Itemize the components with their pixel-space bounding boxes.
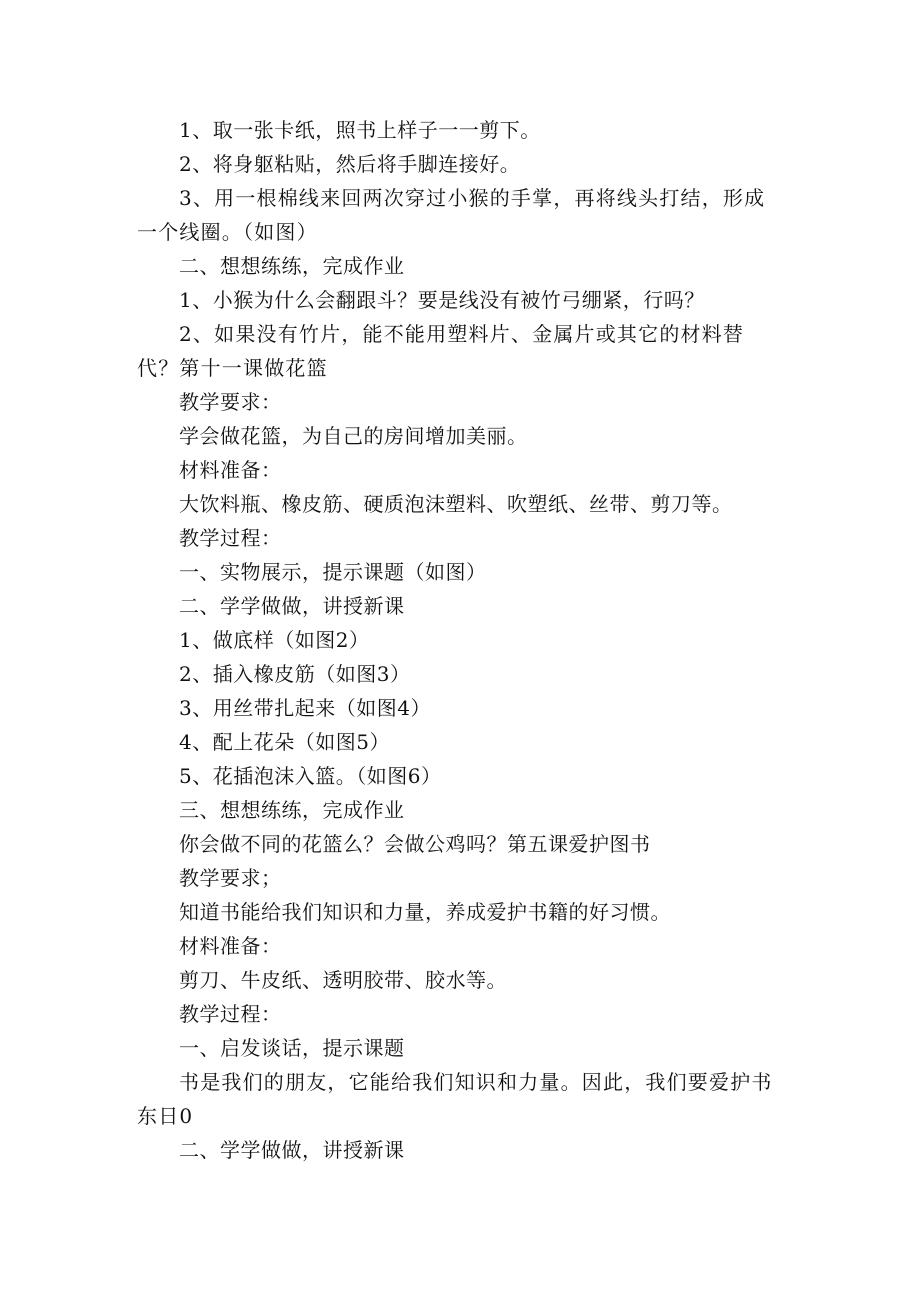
list-item: 4、配上花朵（如图5）	[179, 730, 390, 754]
section-label: 教学要求：	[179, 390, 282, 414]
paragraph: 书是我们的朋友，它能给我们知识和力量。因此，我们要爱护书东日0	[137, 1070, 773, 1128]
section-label: 材料准备：	[179, 458, 282, 482]
paragraph: 1、小猴为什么会翻跟斗？要是线没有被竹弓绷紧，行吗？	[179, 288, 705, 312]
section-label: 教学过程：	[179, 526, 282, 550]
list-item: 2、插入橡皮筋（如图3）	[179, 662, 411, 686]
paragraph: 1、取一张卡纸，照书上样子一一剪下。	[179, 118, 541, 142]
paragraph: 剪刀、牛皮纸、透明胶带、胶水等。	[179, 968, 507, 992]
paragraph: 知道书能给我们知识和力量，养成爱护书籍的好习惯。	[179, 900, 671, 924]
paragraph: 大饮料瓶、橡皮筋、硬质泡沫塑料、吹塑纸、丝带、剪刀等。	[179, 492, 733, 516]
list-item: 3、用丝带扎起来（如图4）	[179, 696, 431, 720]
section-heading: 三、想想练练，完成作业	[179, 798, 405, 822]
section-heading: 一、启发谈话，提示课题	[179, 1036, 405, 1060]
paragraph: 2、如果没有竹片，能不能用塑料片、金属片或其它的材料替代？第十一课做花篮	[137, 322, 745, 380]
section-label: 材料准备：	[179, 934, 282, 958]
section-label: 教学过程：	[179, 1002, 282, 1026]
section-label: 教学要求；	[179, 866, 282, 890]
section-heading: 一、实物展示，提示课题（如图）	[179, 560, 487, 584]
section-heading: 二、想想练练，完成作业	[179, 254, 405, 278]
section-heading: 二、学学做做，讲授新课	[179, 1138, 405, 1162]
list-item: 1、做底样（如图2）	[179, 628, 370, 652]
list-item: 5、花插泡沫入篮。（如图6）	[179, 764, 442, 788]
paragraph: 3、用一根棉线来回两次穿过小猴的手掌，再将线头打结，形成一个线圈。（如图）	[137, 186, 766, 244]
paragraph: 你会做不同的花篮么？会做公鸡吗？第五课爱护图书	[179, 832, 651, 856]
section-heading: 二、学学做做，讲授新课	[179, 594, 405, 618]
paragraph: 学会做花篮，为自己的房间增加美丽。	[179, 424, 528, 448]
document-body	[137, 113, 782, 1167]
paragraph: 2、将身躯粘贴，然后将手脚连接好。	[179, 152, 521, 176]
